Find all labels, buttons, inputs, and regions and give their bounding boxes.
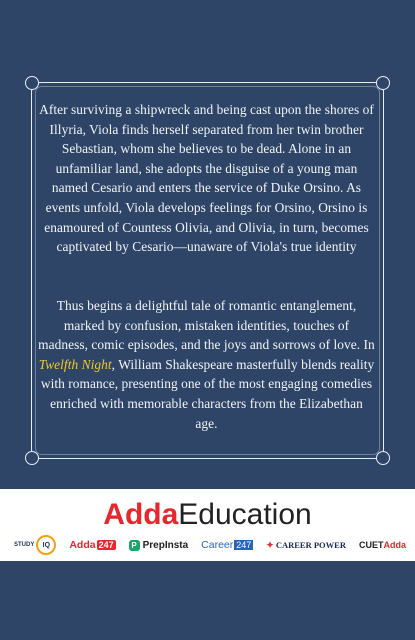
synopsis-text: Thus begins a delightful tale of romantic entanglement, marked by confusion, mistaken identities, touches of madness, comic episodes, and the joys and sorrows of love. In — [38, 298, 375, 353]
book-title-highlight: Twelfth Night — [38, 356, 112, 372]
brand-adda: Adda — [103, 498, 179, 531]
study-iq-ring-icon — [36, 535, 56, 555]
synopsis-text: , William Shakespeare masterfully blends reality with romance, presenting one of the most engaging comedies enriched with memorable characters from the Elizabethan age. — [40, 356, 375, 431]
frame-corner-ornament — [376, 451, 390, 465]
prepinsta-name: PrepInsta — [142, 539, 189, 551]
study-label: STUDY — [14, 542, 35, 548]
adda-education-logo — [0, 497, 415, 533]
adda247-logo — [69, 539, 115, 551]
career-name: Career — [201, 539, 234, 551]
prepinsta-logo — [129, 540, 189, 551]
study-number: IQ — [42, 541, 51, 549]
frame-corner-ornament — [376, 76, 390, 90]
synopsis-paragraph-1: After surviving a shipwreck and being cast upon the shores of Illyria, Viola finds herself separated from her twin brother Sebastian, whom she believes to be dead. Alone in an unfamiliar land, she adopts the disguise of a young man named Cesario and enters the service of Duke Orsino. As events unfold, Viola develops feelings for Orsino, Orsino is enamoured of Countess Olivia, and Olivia, in turn, becomes captivated by Cesario—unaware of Viola's true identity — [39, 102, 374, 255]
cuetadda-logo — [359, 540, 406, 550]
adda-tag: 247 — [98, 540, 114, 550]
brand-education: Education — [178, 498, 312, 531]
career-tag: 247 — [236, 540, 252, 550]
career247-logo — [201, 539, 253, 551]
cuet-suffix: Adda — [383, 540, 406, 550]
synopsis-paragraph-2 — [38, 296, 375, 433]
adda-name: Adda — [69, 539, 96, 551]
cuet-prefix: CUET — [358, 540, 384, 550]
careerpower-name: CAREER POWER — [275, 540, 346, 550]
frame-corner-ornament — [25, 451, 39, 465]
careerpower-logo — [266, 540, 346, 551]
partner-logos — [14, 534, 406, 556]
careerpower-star-icon: ✦ — [266, 539, 274, 550]
frame-corner-ornament — [25, 76, 39, 90]
study-iq-logo — [14, 535, 56, 555]
prepinsta-icon: P — [129, 540, 140, 551]
